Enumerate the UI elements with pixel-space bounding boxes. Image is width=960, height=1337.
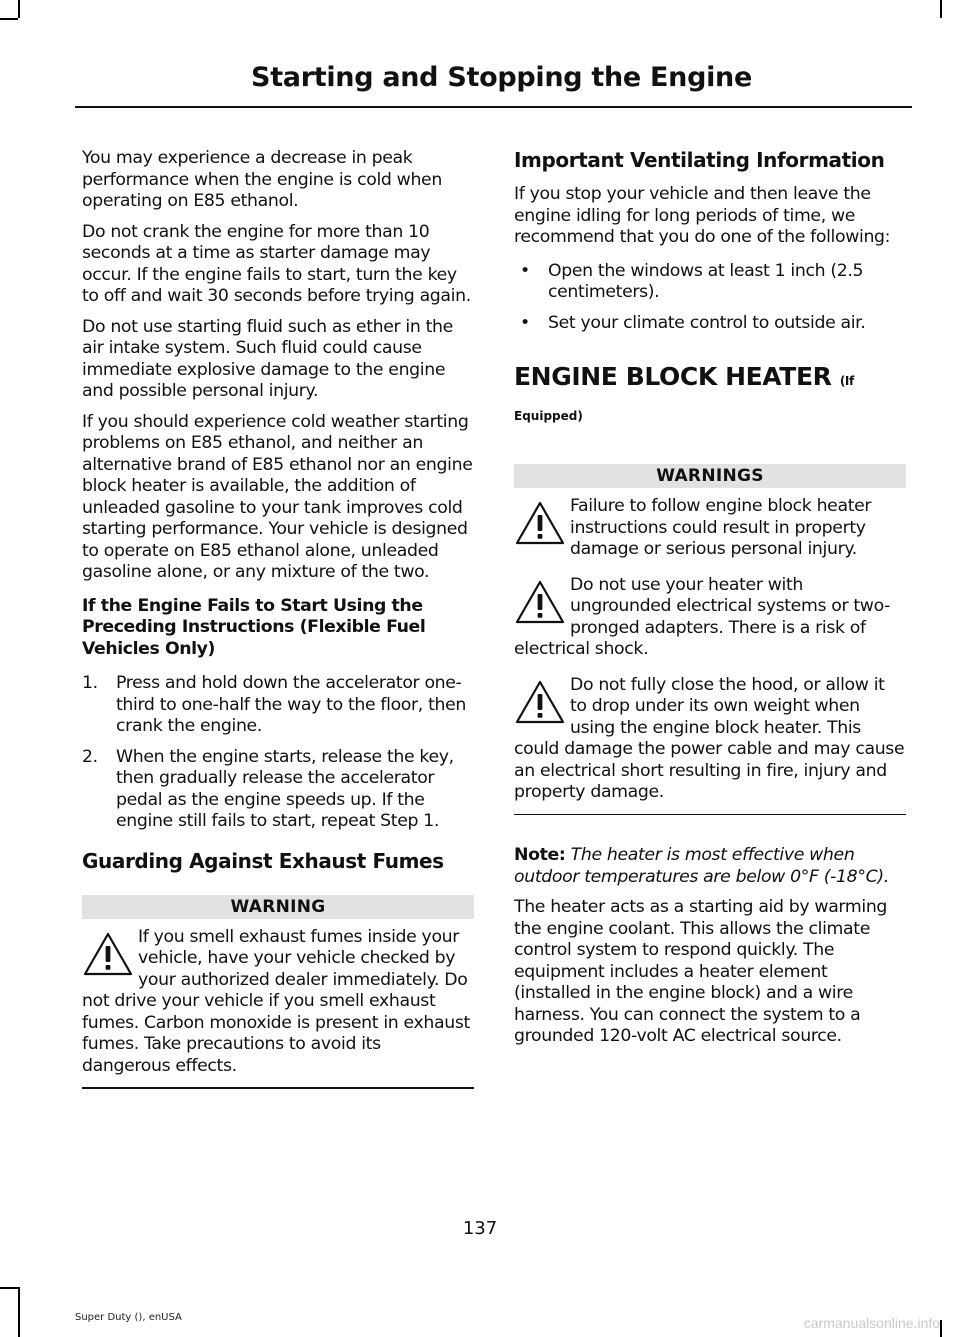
equipped-qualifier: Equipped) (514, 409, 583, 423)
note-label: Note: (514, 845, 566, 865)
warning-triangle-icon (82, 931, 134, 977)
crop-mark-bottom-right (940, 1320, 942, 1337)
step-number: 2. (82, 746, 98, 767)
bullet: • (520, 260, 530, 281)
paragraph-starting-fluid: Do not use starting fluid such as ether in the air intake system. Such fluid could cause immediate explosive damage to the engine and possible personal injury. (82, 316, 453, 401)
warning-triangle-icon (514, 679, 566, 725)
warning-item (514, 575, 906, 661)
page-title: Starting and Stopping the Engine (251, 62, 752, 93)
subhead-fails-to-start: If the Engine Fails to Start Using the Preceding Instructions (Flexible Fuel Vehicles Only) (82, 595, 426, 659)
step-text: Press and hold down the accelerator one-third to one-half the way to the floor, then crank the engine. (116, 673, 466, 736)
warning-item (514, 496, 906, 561)
step-text: When the engine starts, release the key, then gradually release the accelerator pedal as the engine speeds up. If the engine still fails to start, repeat Step 1. (116, 746, 454, 831)
major-heading-text: ENGINE BLOCK HEATER (514, 362, 832, 391)
step-number: 1. (82, 673, 98, 693)
bullet-text: Set your climate control to outside air. (548, 312, 866, 333)
header-rule (75, 106, 912, 108)
watermark: carmanualsonline.info (803, 1315, 940, 1331)
warning-triangle-icon (514, 579, 566, 625)
crop-mark-top-left-h (0, 18, 18, 20)
section-heading-ventilating: Important Ventilating Information (514, 148, 885, 172)
list-item (82, 673, 474, 738)
warning-item (514, 675, 906, 804)
warning-end-rule (514, 814, 906, 816)
warnings-label-bar: WARNINGS (514, 464, 906, 488)
warning-text: Do not fully close the hood, or allow it to drop under its own weight when using the engine block heater. This could damage the power cable and may cause an electrical short resulting in fire, injury and property damage. (514, 674, 905, 802)
warning-text: Do not use your heater with ungrounded electrical systems or two-pronged adapters. There is a risk of electrical shock. (514, 574, 891, 659)
page-number: 137 (462, 1218, 498, 1239)
crop-mark-top-right (940, 0, 942, 18)
steps-list (82, 673, 474, 833)
footer-edition: Super Duty (), enUSA (75, 1312, 182, 1323)
warning-text: If you smell exhaust fumes inside your vehicle, have your vehicle checked by your authorized dealer immediately. Do not drive your vehicle if you smell exhaust fumes. Carbon monoxide is present in exhaust fumes. Take precautions to avoid its dangerous effects. (82, 926, 470, 1076)
major-heading-qualifier: (If (839, 374, 854, 388)
paragraph-e85-performance: You may experience a decrease in peak performance when the engine is cold when operating on E85 ethanol. (82, 148, 442, 211)
paragraph-idling: If you stop your vehicle and then leave the engine idling for long periods of time, we recommend that you do one of the following: (514, 184, 891, 247)
warning-text: Failure to follow engine block heater instructions could result in property damage or serious personal injury. (570, 496, 872, 559)
bullet-text: Open the windows at least 1 inch (2.5 centimeters). (548, 260, 864, 302)
note-paragraph (514, 845, 906, 888)
ventilation-list (514, 261, 906, 335)
warning-item (82, 927, 474, 1078)
crop-mark-bottom-left-h (0, 1287, 18, 1289)
crop-mark-top-left (18, 0, 20, 18)
note-text: The heater is most effective when outdoor temperatures are below 0°F (-18°C). (514, 845, 889, 887)
paragraph-heater-description: The heater acts as a starting aid by warming the engine coolant. This allows the climate control system to respond quickly. The equipment includes a heater element (installed in the engine block) and a wire harness. You can connect the system to a grounded 120-volt AC electrical source. (514, 897, 888, 1046)
paragraph-crank-limit: Do not crank the engine for more than 10 seconds at a time as starter damage may occur. If the engine fails to start, turn the key to off and wait 30 seconds before trying again. (82, 221, 471, 306)
warning-triangle-icon (514, 500, 566, 546)
bullet: • (520, 312, 530, 333)
right-column (514, 148, 906, 1057)
paragraph-cold-weather: If you should experience cold weather starting problems on E85 ethanol, and neither an alternative brand of E85 ethanol nor an engine block heater is available, the addition of unleaded gasoline to your tank improves cold starting performance. Your vehicle is designed to operate on E85 ethanol alone, unleaded gasoline alone, or any mixture of the two. (82, 411, 473, 582)
warning-label-bar: WARNING (82, 895, 474, 919)
warning-end-rule (82, 1087, 474, 1089)
list-item (82, 747, 474, 833)
list-item (514, 313, 906, 335)
left-column (82, 148, 474, 1089)
crop-mark-bottom-left (18, 1287, 20, 1337)
list-item (514, 261, 906, 304)
section-heading-block-heater (514, 362, 906, 396)
section-heading-exhaust: Guarding Against Exhaust Fumes (82, 848, 444, 873)
